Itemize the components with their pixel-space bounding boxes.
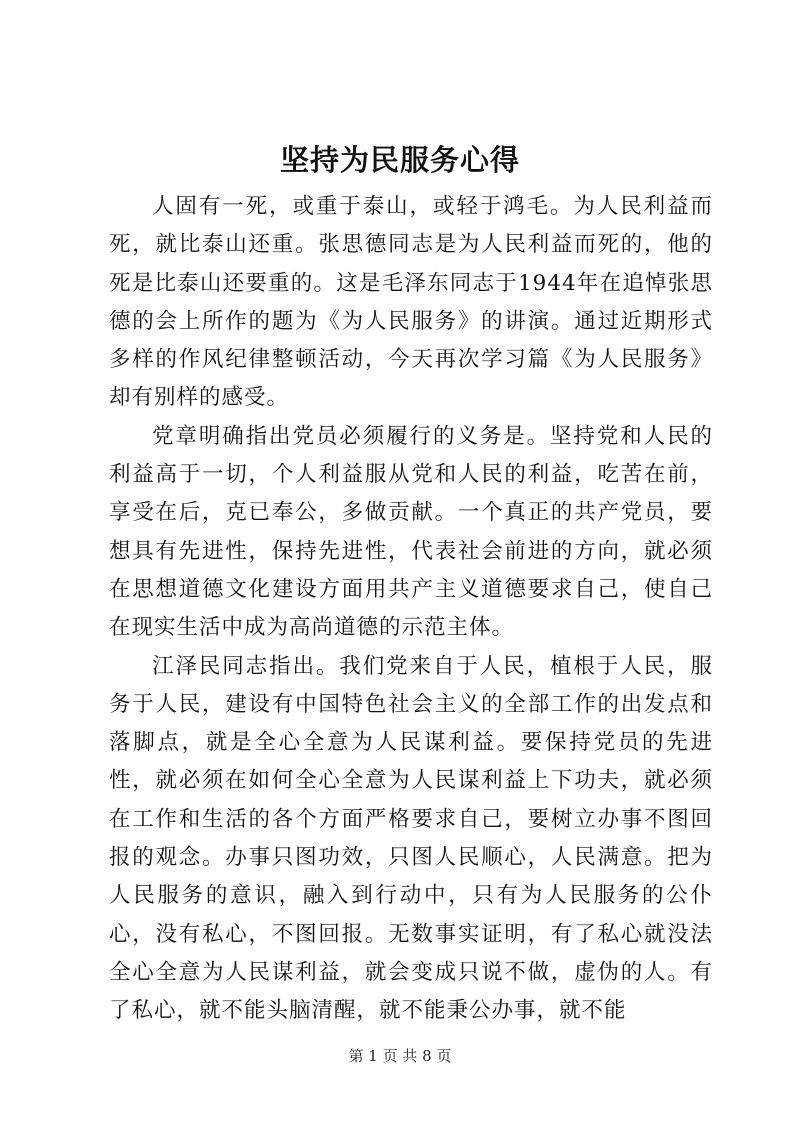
page-footer: 第 1 页 共 8 页 — [348, 1047, 452, 1065]
document-body — [109, 188, 713, 1031]
paragraph-1: 人固有一死，或重于泰山，或轻于鸿毛。为人民利益而死，就比泰山还重。张思德同志是为人民利益而死的，他的死是比泰山还要重的。这是毛泽东同志于1944年在追悼张思德的会上所作的题为《为人民服务》的讲演。通过近期形式多样的作风纪律整顿活动，今天再次学习篇《为人民服务》却有别样的感受。 — [109, 194, 713, 411]
document-title: 坚持为民服务心得 — [279, 143, 520, 177]
paragraph-2: 党章明确指出党员必须履行的义务是。坚持党和人民的利益高于一切，个人利益服从党和人民的利益，吃苦在前，享受在后，克已奉公，多做贡献。一个真正的共产党员，要想具有先进性，保持先进性，代表社会前进的方向，就必须在思想道德文化建设方面用共产主义道德要求自己，使自己在现实生活中成为高尚道德的示范主体。 — [109, 423, 713, 641]
paragraph-3: 江泽民同志指出。我们党来自于人民，植根于人民，服务于人民，建设有中国特色社会主义的全部工作的出发点和落脚点，就是全心全意为人民谋利益。要保持党员的先进性，就必须在如何全心全意为人民谋利益上下功夫，就必须在工作和生活的各个方面严格要求自己，要树立办事不图回报的观念。办事只图功效，只图人民顺心，人民满意。把为人民服务的意识，融入到行动中，只有为人民服务的公仆心，没有私心，不图回报。无数事实证明，有了私心就没法全心全意为人民谋利益，就会变成只说不做，虚伪的人。有了私心，就不能头脑清醒，就不能秉公办事，就不能 — [109, 653, 713, 1024]
